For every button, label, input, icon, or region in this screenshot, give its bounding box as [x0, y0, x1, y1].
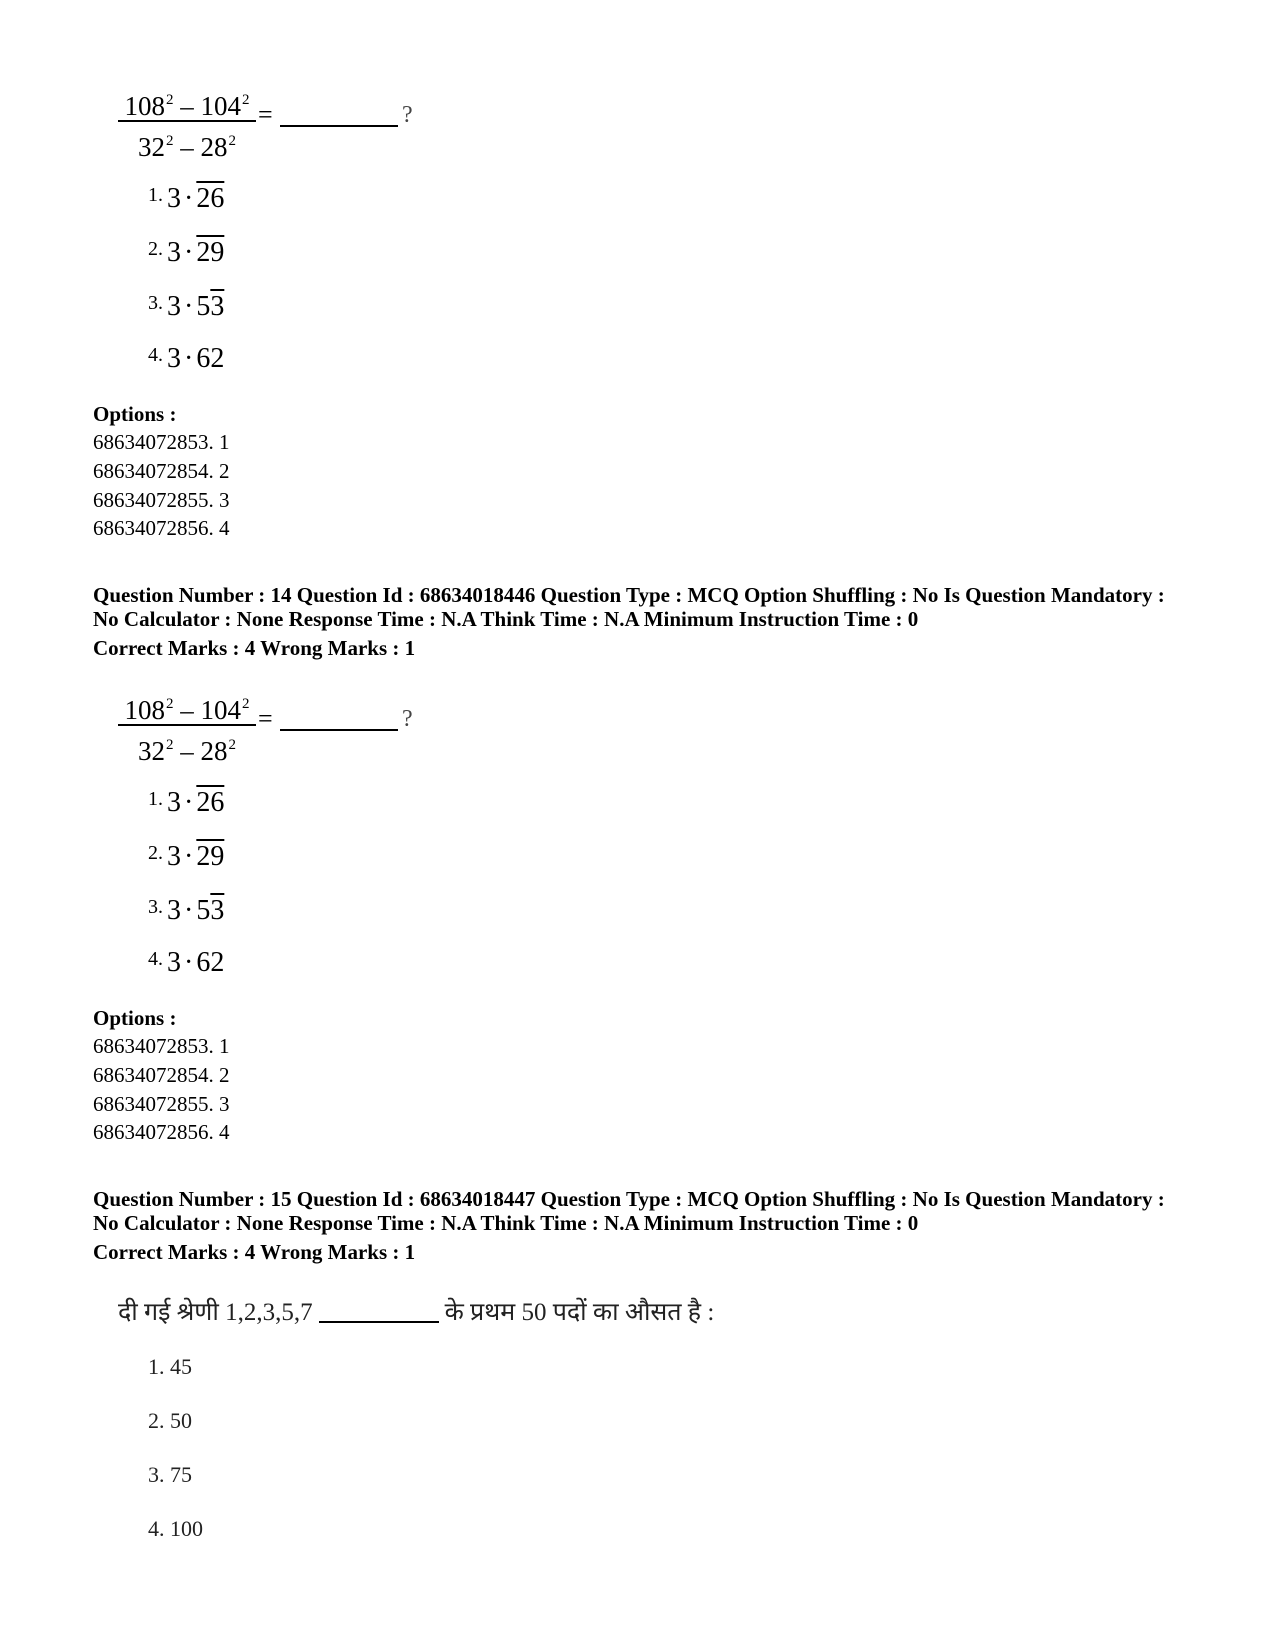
question-marks-line: Correct Marks : 4 Wrong Marks : 1: [93, 1240, 416, 1264]
integer-part: 3: [167, 343, 181, 374]
integer-part: 3: [167, 291, 181, 322]
option-line: 68634072854. 2: [93, 1063, 230, 1087]
choice-3: [148, 286, 224, 324]
den-b: 28: [200, 736, 228, 766]
option-line: 68634072855. 3: [93, 1092, 230, 1116]
choice-number: 3.: [148, 292, 163, 314]
choice-4: [148, 338, 224, 376]
choice-number: 3.: [148, 896, 163, 918]
fraction-denominator: [118, 122, 256, 162]
integer-part: 3: [167, 895, 181, 926]
option-line: 68634072856. 4: [93, 1120, 230, 1144]
minus: –: [173, 91, 201, 121]
minus: –: [173, 736, 201, 766]
choice-number: 4.: [148, 948, 163, 970]
num-b: 104: [200, 91, 241, 121]
choice-1: [148, 782, 224, 820]
exponent: 2: [242, 92, 250, 108]
den-b: 28: [200, 132, 228, 162]
question-meta-line1: Question Number : 14 Question Id : 68634018446 Question Type : MCQ Option Shuffling : No Is Question Mandatory :: [93, 583, 1165, 607]
option-line: 68634072854. 2: [93, 459, 230, 483]
fraction-expression: [118, 82, 256, 162]
fraction-expression: [118, 686, 256, 766]
question-text-hindi: [118, 1294, 714, 1328]
exponent: 2: [166, 133, 174, 149]
exponent: 2: [166, 696, 174, 712]
repeating-part: 29: [196, 237, 225, 268]
question-mark: ?: [402, 706, 413, 732]
choice-4: [148, 942, 224, 980]
decimal-dot: ·: [184, 787, 194, 818]
exponent: 2: [228, 737, 236, 753]
den-a: 32: [138, 132, 165, 162]
exponent: 2: [228, 133, 236, 149]
choice-3: 3. 75: [148, 1462, 192, 1487]
question-meta-line2: No Calculator : None Response Time : N.A Think Time : N.A Minimum Instruction Time : 0: [93, 1211, 919, 1235]
decimal-dot: ·: [184, 343, 194, 374]
decimal-dot: ·: [184, 291, 194, 322]
question-text-part2: के प्रथम 50 पदों का औसत है :: [444, 1299, 715, 1326]
integer-part: 3: [167, 947, 181, 978]
decimal-part: 62: [196, 947, 225, 978]
option-line: 68634072856. 4: [93, 516, 230, 540]
choice-4: 4. 100: [148, 1516, 203, 1541]
repeating-part: 26: [196, 787, 225, 818]
question-meta-line2: No Calculator : None Response Time : N.A Think Time : N.A Minimum Instruction Time : 0: [93, 607, 919, 631]
minus: –: [173, 695, 201, 725]
answer-blank: [280, 125, 398, 127]
options-heading: Options :: [93, 402, 177, 426]
decimal-part: 5: [196, 291, 211, 322]
decimal-part: 5: [196, 895, 211, 926]
num-a: 108: [124, 91, 165, 121]
num-b: 104: [200, 695, 241, 725]
choice-2: [148, 836, 224, 874]
question-meta-line1: Question Number : 15 Question Id : 68634018447 Question Type : MCQ Option Shuffling : No Is Question Mandatory :: [93, 1187, 1165, 1211]
decimal-part: 62: [196, 343, 225, 374]
den-a: 32: [138, 736, 165, 766]
choice-2: [148, 232, 224, 270]
num-a: 108: [124, 695, 165, 725]
option-line: 68634072855. 3: [93, 488, 230, 512]
decimal-dot: ·: [184, 947, 194, 978]
repeating-part: 29: [196, 841, 225, 872]
integer-part: 3: [167, 787, 181, 818]
question-text-part1: दी गई श्रेणी 1,2,3,5,7: [118, 1299, 313, 1326]
question-mark: ?: [402, 102, 413, 128]
repeating-part: 3: [210, 291, 225, 322]
fraction-numerator: [118, 82, 256, 122]
choice-1: [148, 178, 224, 216]
decimal-dot: ·: [184, 895, 194, 926]
choice-3: [148, 890, 224, 928]
decimal-dot: ·: [184, 237, 194, 268]
decimal-dot: ·: [184, 841, 194, 872]
answer-blank: [280, 729, 398, 731]
equals-sign: =: [258, 100, 273, 129]
integer-part: 3: [167, 841, 181, 872]
choice-number: 1.: [148, 788, 163, 810]
equals-sign: =: [258, 704, 273, 733]
exponent: 2: [166, 737, 174, 753]
decimal-dot: ·: [184, 183, 194, 214]
repeating-part: 3: [210, 895, 225, 926]
choice-number: 1.: [148, 184, 163, 206]
exponent: 2: [166, 92, 174, 108]
repeating-part: 26: [196, 183, 225, 214]
exponent: 2: [242, 696, 250, 712]
choice-number: 4.: [148, 344, 163, 366]
choice-1: 1. 45: [148, 1354, 192, 1379]
fraction-denominator: [118, 726, 256, 766]
question-marks-line: Correct Marks : 4 Wrong Marks : 1: [93, 636, 416, 660]
options-heading: Options :: [93, 1006, 177, 1030]
integer-part: 3: [167, 183, 181, 214]
choice-number: 2.: [148, 238, 163, 260]
answer-blank: [319, 1321, 439, 1323]
choice-2: 2. 50: [148, 1408, 192, 1433]
option-line: 68634072853. 1: [93, 430, 230, 454]
fraction-numerator: [118, 686, 256, 726]
minus: –: [173, 132, 201, 162]
integer-part: 3: [167, 237, 181, 268]
choice-number: 2.: [148, 842, 163, 864]
option-line: 68634072853. 1: [93, 1034, 230, 1058]
